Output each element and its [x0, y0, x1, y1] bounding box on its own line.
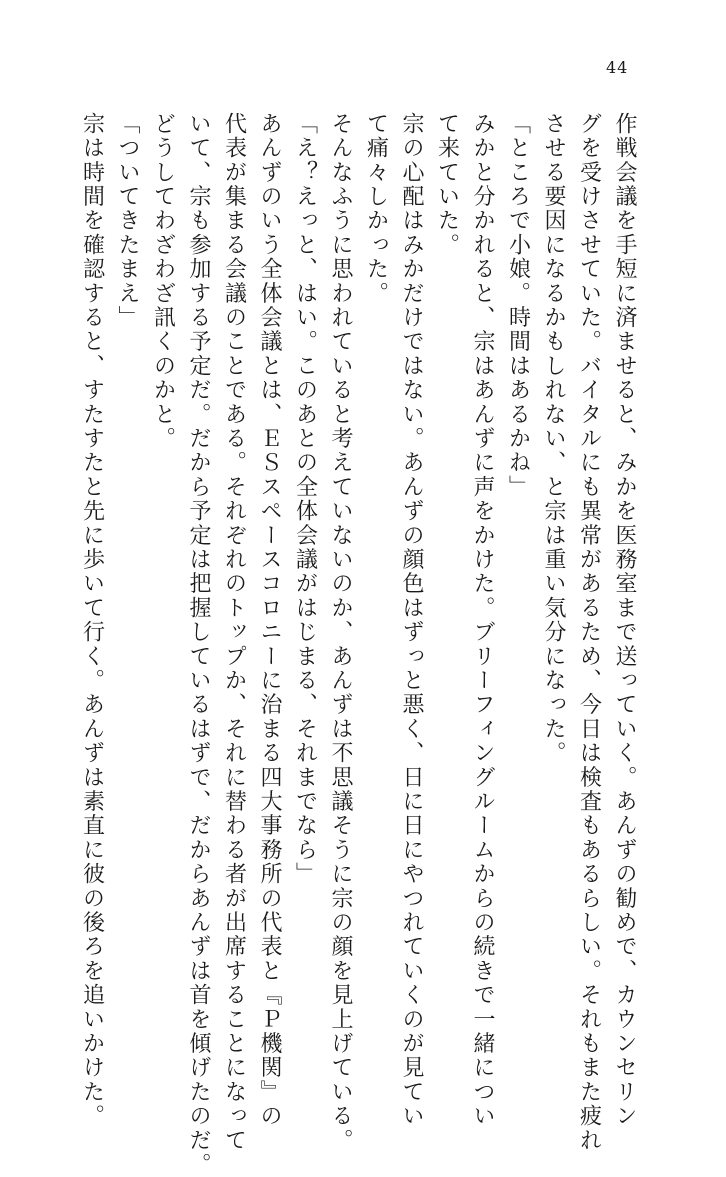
text-line: 宗は時間を確認すると、すたすたと先に歩いて行く。あんずは素直に彼の後ろを追いかけた。: [79, 112, 105, 1129]
text-line: て来ていた。: [434, 112, 460, 258]
text-line: 宗の心配はみかだけではない。あんずの顔色はずっと悪く、日に日にやつれていくのが見てい: [399, 112, 424, 1129]
text-line: あんずのいう全体会議とは、ＥＳスペースコロニーに治まる四大事務所の代表と『Ｐ機関』の: [257, 112, 282, 1129]
text-line: させる要因になるかもしれない、と宗は重い気分になった。: [541, 112, 566, 766]
body-text: [79, 112, 642, 1177]
text-line: 「ところで小娘。時間はあるかね」: [505, 112, 531, 500]
text-line: どうしてわざわざ訊くのかと。: [150, 112, 176, 451]
text-line: 「ついてきたまえ」: [115, 112, 140, 330]
text-line: グを受けさせていた。バイタルにも異常があるため、今日は検査もあるらしい。それもまた疲れ: [576, 112, 602, 1153]
text-line: 代表が集まる会議のことである。それぞれのトップか、それに替わる者が出席することになって: [221, 112, 247, 1153]
text-line: 作戦会議を手短に済ませると、みかを医務室まで送っていく。あんずの勧めで、カウンセリン: [612, 112, 637, 1129]
text-line: て痛々しかった。: [363, 112, 389, 306]
text-line: いて、宗も参加する予定だ。だから予定は把握しているはずで、だからあんずは首を傾げたのだ。: [186, 112, 211, 1177]
text-line: そんなふうに思われていると考えていないのか、あんずは不思議そうに宗の顔を見上げている。: [328, 112, 353, 1153]
page-number: 44: [606, 58, 629, 77]
text-line: 「え？えっと、はい。このあとの全体会議がはじまる、それまでなら」: [292, 112, 318, 887]
text-line: みかと分かれると、宗はあんずに声をかけた。ブリーフィングルームからの続きで一緒につい: [470, 112, 495, 1129]
